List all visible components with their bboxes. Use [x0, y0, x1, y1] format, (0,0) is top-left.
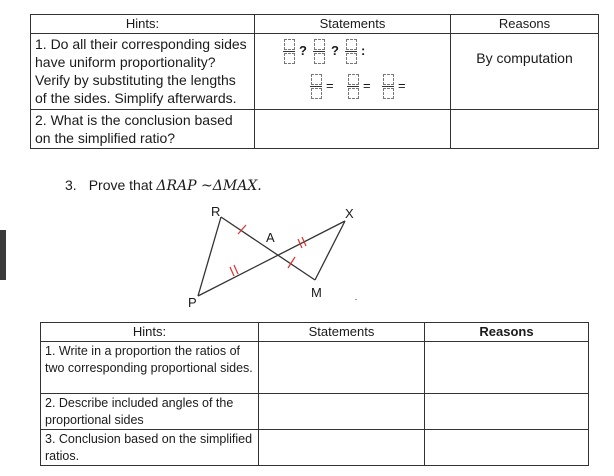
- reason-cell-2[interactable]: [451, 110, 599, 149]
- ratio-placeholder: [313, 39, 325, 64]
- reason-cell-2[interactable]: [425, 394, 589, 430]
- reason-text: By computation: [476, 50, 573, 66]
- window-edge-strip: [0, 230, 6, 280]
- hints-header: Hints:: [31, 15, 255, 34]
- statement-cell-1[interactable]: [259, 342, 425, 394]
- label-M: M: [311, 285, 322, 300]
- ratio-placeholder: [310, 74, 322, 99]
- hints-header: Hints:: [41, 323, 259, 342]
- hint-cell-1: 1. Do all their corresponding sides have uniform proportionality? Verify by substituting the lengths of the sides. Simplify afterwards.: [31, 34, 255, 110]
- colon: :: [361, 43, 366, 58]
- hint-cell-3: 3. Conclusion based on the simplified ratios.: [41, 430, 259, 466]
- ratio-placeholder: [347, 74, 359, 99]
- tick-PA-2: [234, 265, 238, 274]
- segment-RM: [221, 217, 315, 280]
- stray-dot: [355, 299, 357, 300]
- hints-table-1: [30, 14, 599, 149]
- equals-sign: =: [326, 78, 334, 93]
- reason-cell-1[interactable]: [425, 342, 589, 394]
- reasons-header: Reasons: [425, 323, 589, 342]
- problem-number: 3.: [65, 177, 77, 193]
- label-X: X: [345, 206, 354, 221]
- hints-table-2: [40, 322, 589, 466]
- statements-header: Statements: [255, 15, 451, 34]
- equals-sign: =: [363, 78, 371, 93]
- label-A: A: [266, 230, 275, 245]
- problem-statement: [65, 177, 262, 194]
- question-mark: ?: [331, 43, 339, 58]
- hint-cell-1: 1. Write in a proportion the ratios of two corresponding proportional sides.: [41, 342, 259, 394]
- label-P: P: [188, 295, 197, 310]
- segment-XM: [315, 221, 345, 280]
- triangle-figure: [180, 200, 370, 310]
- ratio-placeholder: [283, 39, 295, 64]
- problem-math: ΔRAP ~ΔMAX.: [156, 178, 262, 194]
- label-R: R: [211, 204, 221, 219]
- statement-cell-2[interactable]: [259, 394, 425, 430]
- equals-sign: =: [398, 78, 406, 93]
- tick-PA-1: [230, 267, 234, 276]
- statements-header: Statements: [259, 323, 425, 342]
- statement-cell-1[interactable]: [255, 34, 451, 110]
- segment-RP: [198, 217, 221, 296]
- problem-text: Prove that: [88, 177, 153, 193]
- statement-cell-2[interactable]: [255, 110, 451, 149]
- reason-cell-3[interactable]: [425, 430, 589, 466]
- statement-cell-3[interactable]: [259, 430, 425, 466]
- ratio-placeholder: [382, 74, 394, 99]
- ratio-placeholder: [345, 39, 357, 64]
- reasons-header: Reasons: [451, 15, 599, 34]
- question-mark: ?: [299, 43, 307, 58]
- hint-cell-2: 2. What is the conclusion based on the simplified ratio?: [31, 110, 255, 149]
- hint-cell-2: 2. Describe included angles of the proportional sides: [41, 394, 259, 430]
- reason-cell-1[interactable]: [451, 34, 599, 110]
